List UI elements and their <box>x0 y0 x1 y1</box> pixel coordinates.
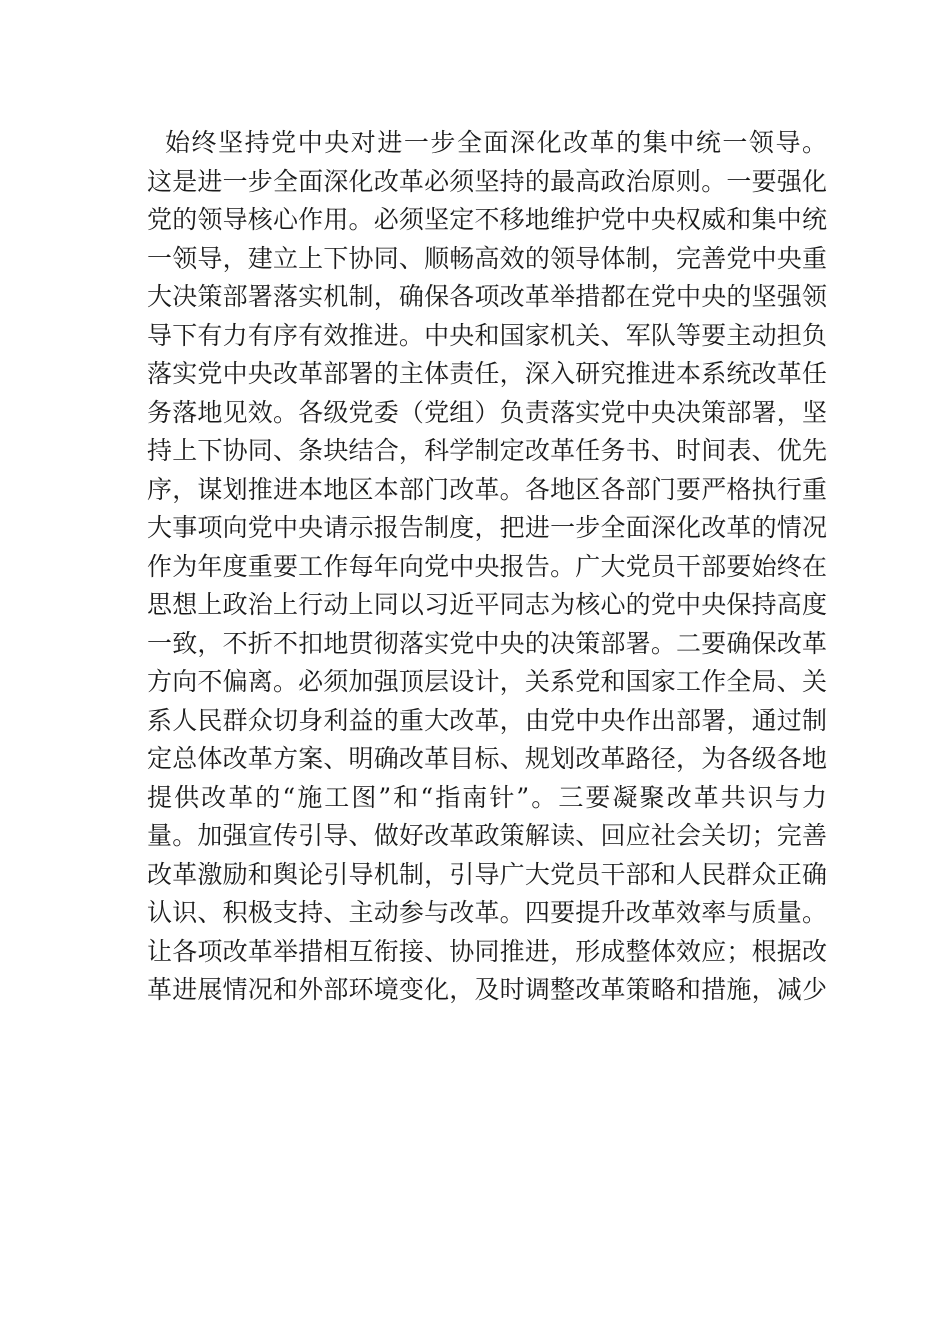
body-paragraph <box>147 124 827 1010</box>
paragraph-line: 认识、积极支持、主动参与改革。四要提升改革效率与质量。 <box>147 898 827 927</box>
paragraph-line: 方向不偏离。必须加强顶层设计，关系党和国家工作全局、关 <box>147 667 827 696</box>
paragraph-line: 思想上政治上行动上同以习近平同志为核心的党中央保持高度 <box>147 590 827 619</box>
paragraph-line: 提供改革的“施工图”和“指南针”。三要凝聚改革共识与力 <box>147 782 827 812</box>
paragraph-line: 始终坚持党中央对进一步全面深化改革的集中统一领导。 <box>165 128 827 157</box>
paragraph-line: 让各项改革举措相互衔接、协同推进，形成整体效应；根据改 <box>147 936 827 966</box>
paragraph-line: 序，谋划推进本地区本部门改革。各地区各部门要严格执行重 <box>147 474 827 504</box>
paragraph-line: 改革激励和舆论引导机制，引导广大党员干部和人民群众正确 <box>147 859 827 889</box>
paragraph-line: 这是进一步全面深化改革必须坚持的最高政治原则。一要强化 <box>147 166 827 196</box>
paragraph-line: 持上下协同、条块结合，科学制定改革任务书、时间表、优先 <box>147 436 827 465</box>
paragraph-line: 党的领导核心作用。必须坚定不移地维护党中央权威和集中统 <box>147 205 827 234</box>
paragraph-line: 务落地见效。各级党委（党组）负责落实党中央决策部署，坚 <box>147 397 827 427</box>
paragraph-line: 革进展情况和外部环境变化，及时调整改革策略和措施，减少 <box>147 975 827 1004</box>
paragraph-line: 大事项向党中央请示报告制度，把进一步全面深化改革的情况 <box>147 513 827 542</box>
paragraph-line: 一致，不折不扣地贯彻落实党中央的决策部署。二要确保改革 <box>147 628 827 658</box>
paragraph-line: 落实党中央改革部署的主体责任，深入研究推进本系统改革任 <box>147 359 827 388</box>
paragraph-line: 导下有力有序有效推进。中央和国家机关、军队等要主动担负 <box>147 320 827 350</box>
paragraph-line: 大决策部署落实机制，确保各项改革举措都在党中央的坚强领 <box>147 282 827 311</box>
paragraph-line: 作为年度重要工作每年向党中央报告。广大党员干部要始终在 <box>147 551 827 581</box>
paragraph-line: 量。加强宣传引导、做好改革政策解读、回应社会关切；完善 <box>147 821 827 850</box>
paragraph-line: 定总体改革方案、明确改革目标、规划改革路径，为各级各地 <box>147 744 827 773</box>
paragraph-line: 系人民群众切身利益的重大改革，由党中央作出部署，通过制 <box>147 705 827 735</box>
paragraph-line: 一领导，建立上下协同、顺畅高效的领导体制，完善党中央重 <box>147 243 827 273</box>
